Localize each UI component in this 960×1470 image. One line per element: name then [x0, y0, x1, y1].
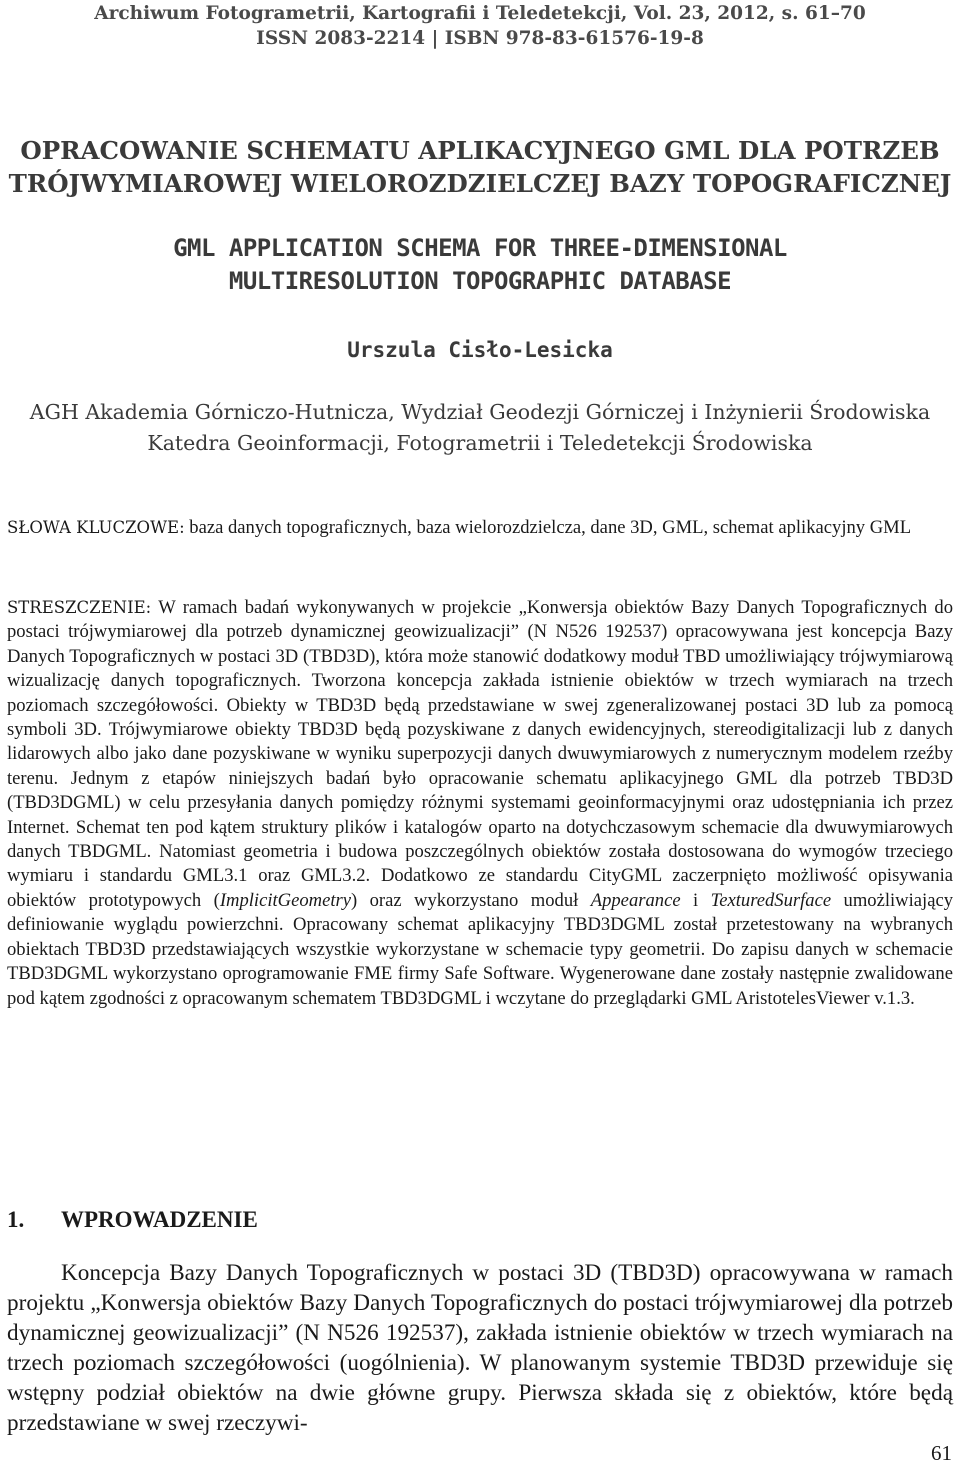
abstract-italic-1: ImplicitGeometry [219, 889, 351, 911]
abstract [7, 596, 953, 1011]
abstract-text-2: ) oraz wykorzystano moduł [351, 889, 591, 911]
page-number: 61 [931, 1441, 952, 1465]
section-number: 1. [7, 1207, 25, 1232]
affiliation [0, 397, 960, 459]
keywords [7, 516, 953, 540]
abstract-italic-3: TexturedSurface [710, 889, 832, 911]
keywords-text: baza danych topograficznych, baza wielorozdzielcza, dane 3D, GML, schemat aplikacyjny GML [189, 517, 912, 538]
section-title: WPROWADZENIE [61, 1207, 258, 1232]
abstract-text-3: i [680, 889, 711, 911]
title-english [0, 232, 960, 298]
abstract-italic-2: Appearance [590, 889, 681, 911]
title-english-line-1: GML APPLICATION SCHEMA FOR THREE-DIMENSIONAL [173, 234, 787, 262]
issn-isbn: ISSN 2083-2214 | ISBN 978-83-61576-19-8 [256, 28, 704, 49]
title-polish [0, 134, 960, 200]
author-name: Urszula Cisło-Lesicka [347, 338, 613, 362]
body-paragraph: Koncepcja Bazy Danych Topograficznych w postaci 3D (TBD3D) opracowywana w ramach projektu „Konwersja obiektów Bazy Danych Topograficznych do postaci trójwymiarowej dla potrzeb dynamicznej geowizualizacji” (N N526 192537), zakłada istnienie obiektów w trzech wymiarach na trzech poziomach szczegółowości (uogólnienia). W planowanym systemie TBD3D przewiduje się wstępny podział obiektów na dwie główne grupy. Pierwsza składa się z obiektów, które będą przedstawiane w swej rzeczywi- [7, 1260, 953, 1436]
section-heading [7, 1205, 258, 1235]
journal-citation: Archiwum Fotogrametrii, Kartografii i Teledetekcji, Vol. 23, 2012, s. 61–70 [94, 3, 866, 24]
title-english-line-2: MULTIRESOLUTION TOPOGRAPHIC DATABASE [228, 267, 732, 295]
title-polish-line-2: TRÓJWYMIAROWEJ WIELOROZDZIELCZEJ BAZY TOPOGRAFICZNEJ [8, 169, 952, 198]
title-polish-line-1: OPRACOWANIE SCHEMATU APLIKACYJNEGO GML DLA POTRZEB [20, 136, 940, 165]
affiliation-line-2: Katedra Geoinformacji, Fotogrametrii i Teledetekcji Środowiska [147, 431, 813, 455]
keywords-label: SŁOWA KLUCZOWE: [7, 518, 185, 537]
abstract-text-4: umożliwiający definiowanie wyglądu powierzchni. Opracowany schemat aplikacyjny TBD3DGML został przetestowany na wybranych obiektach TBD3D przedstawiających wszystkie wykorzystane w schemacie typy geometrii. Do zapisu danych w schemacie TBD3DGML wykorzystano oprogramowanie FME firmy Safe Software. Wygenerowane dane zostały następnie zwalidowane pod kątem zgodności z opracowanym schematem TBD3DGML i wczytane do przeglądarki GML AristotelesViewer v.1.3. [7, 889, 953, 1009]
affiliation-line-1: AGH Akademia Górniczo-Hutnicza, Wydział Geodezji Górniczej i Inżynierii Środowiska [29, 400, 931, 424]
abstract-label: STRESZCZENIE: [7, 598, 152, 617]
abstract-text-1: W ramach badań wykonywanych w projekcie „Konwersja obiektów Bazy Danych Topograficznych do postaci trójwymiarowej dla potrzeb dynamicznej geowizualizacji” (N N526 192537) opracowywana jest koncepcja Bazy Danych Topograficznych w postaci 3D (TBD3D), która może stanowić dodatkowy moduł TBD umożliwiający trójwymiarową wizualizację danych topograficznych. Tworzona koncepcja zakłada istnienie obiektów w trzech wymiarach na trzech poziomach szczegółowości. Obiekty w TBD3D będą przedstawiane w swej zgeneralizowanej postaci 3D lub za pomocą symboli 3D. Trójwymiarowe obiekty TBD3D będą pozyskiwane z danych ewidencyjnych, stereodigitalizacji lub z danych lidarowych albo jako dane pozyskiwane w wyniku superpozycji danych dwuwymiarowych z numerycznym modelem rzeźby terenu. Jednym z etapów niniejszych badań było opracowanie schematu aplikacyjnego GML dla potrzeb TBD3D (TBD3DGML) w celu przesyłania danych pomiędzy różnymi systemami geoinformacyjnymi oraz udostępniania ich przez Internet. Schemat ten pod kątem struktury plików i katalogów oparto na dotychczasowym schemacie dla dwuwymiarowych danych TBDGML. Natomiast geometria i budowa poszczególnych obiektów została dostosowana do wymogów trzeciego wymiaru i standardu GML3.1 oraz GML3.2. Dodatkowo ze standardu CityGML zaczerpnięto możliwość opisywania obiektów prototypowych ( [7, 597, 953, 911]
